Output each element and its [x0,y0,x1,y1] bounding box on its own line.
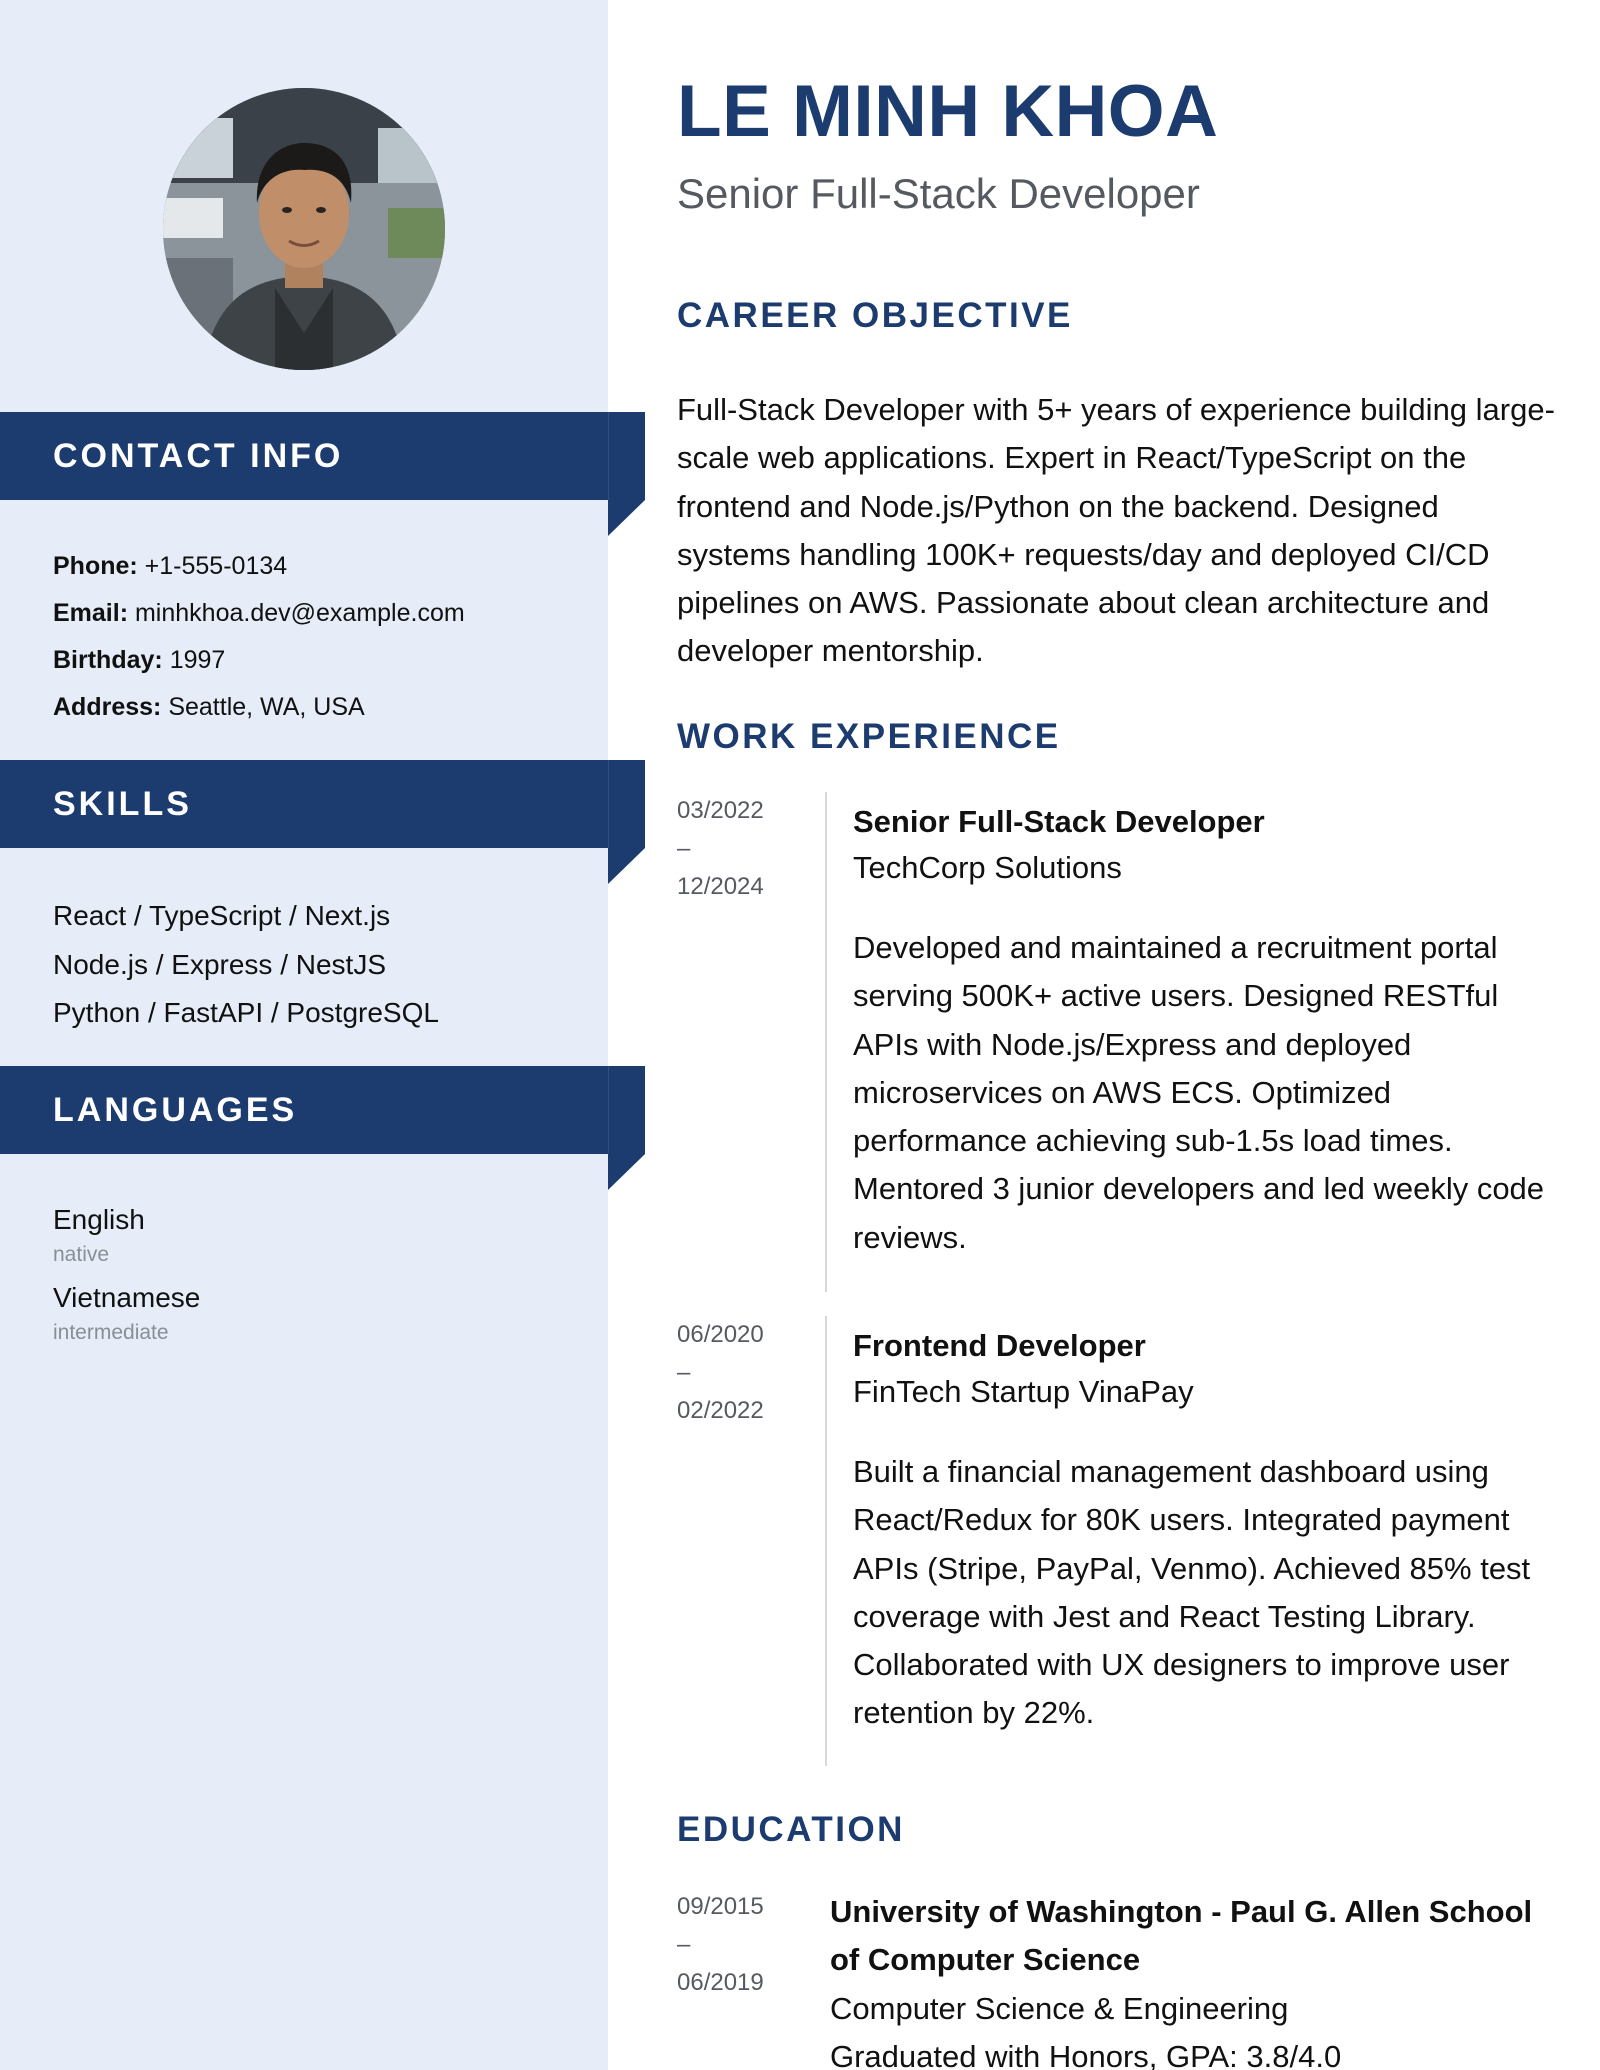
timeline-divider [825,792,827,1292]
timeline-divider [825,1316,827,1766]
work-experience-heading: WORK EXPERIENCE [677,717,1061,756]
candidate-title: Senior Full-Stack Developer [677,170,1200,217]
job-company: FinTech Startup VinaPay [853,1374,1194,1409]
header-fold-decoration [608,848,645,884]
language-vietnamese [53,1278,200,1348]
job-content [853,1316,1563,1738]
language-level: intermediate [53,1321,169,1344]
job-role: Frontend Developer [853,1328,1146,1363]
job-content [853,792,1563,1262]
header-fold-decoration [608,500,645,536]
list-item: Node.js / Express / NestJS [53,948,387,980]
job-role: Senior Full-Stack Developer [853,804,1265,839]
list-item: React / TypeScript / Next.js [53,900,391,931]
career-objective-heading: CAREER OBJECTIVE [677,296,1073,335]
languages-header [0,1066,645,1154]
contact-phone: Phone: +1-555-0134 [53,552,288,580]
school-name: University of Washington - Paul G. Allen School of Computer Science [830,1894,1533,1978]
language-english [53,1200,200,1270]
job-company: TechCorp Solutions [853,850,1122,885]
list-item: Python / FastAPI / PostgreSQL [53,997,439,1028]
job-dates: 03/2022 – 12/2024 [677,797,764,900]
sidebar [0,0,608,2070]
education-major: Computer Science & Engineering [830,1990,1289,2026]
skills-title: SKILLS [53,785,192,823]
contact-info-title: CONTACT INFO [53,437,344,475]
avatar [163,88,445,370]
header-fold-decoration [608,1154,645,1190]
job-description: Built a financial management dashboard using React/Redux for 80K users. Integrated payment APIs (Stripe, PayPal, Venmo). Achieved 85% test coverage with Jest and React Testing Library. Collaborated with UX designers to improve user retention by 22%. [853,1454,1531,1731]
contact-info-list [53,548,465,736]
languages-title: LANGUAGES [53,1091,298,1129]
contact-email: Email: minhkhoa.dev@example.com [53,599,465,627]
education-heading: EDUCATION [677,1810,905,1849]
candidate-name: LE MINH KHOA [677,71,1219,152]
languages-list [53,1200,200,1356]
contact-address: Address: Seattle, WA, USA [53,693,365,721]
language-name: English [53,1204,145,1235]
language-name: Vietnamese [53,1282,201,1313]
skills-header [0,760,645,848]
education-honors: Graduated with Honors, GPA: 3.8/4.0 [830,2038,1342,2070]
education-content [830,1888,1550,2070]
career-objective-text: Full-Stack Developer with 5+ years of experience building large-scale web applications. Expert in React/TypeScript on the frontend and Node.js/Python on the backend. Designed systems handling 100K+ requests/day and deployed CI/CD pipelines on AWS. Passionate about clean architecture and developer mentorship. [677,392,1555,669]
education-dates: 09/2015 – 06/2019 [677,1893,764,1996]
contact-info-header [0,412,645,500]
language-level: native [53,1243,110,1266]
skills-list [53,896,439,1042]
contact-birthday: Birthday: 1997 [53,646,226,674]
job-dates: 06/2020 – 02/2022 [677,1321,764,1424]
profile-photo [163,88,445,370]
job-description: Developed and maintained a recruitment portal serving 500K+ active users. Designed RESTful APIs with Node.js/Express and deployed microservices on AWS ECS. Optimized performance achieving sub-1.5s load times. Mentored 3 junior developers and led weekly code reviews. [853,930,1545,1255]
